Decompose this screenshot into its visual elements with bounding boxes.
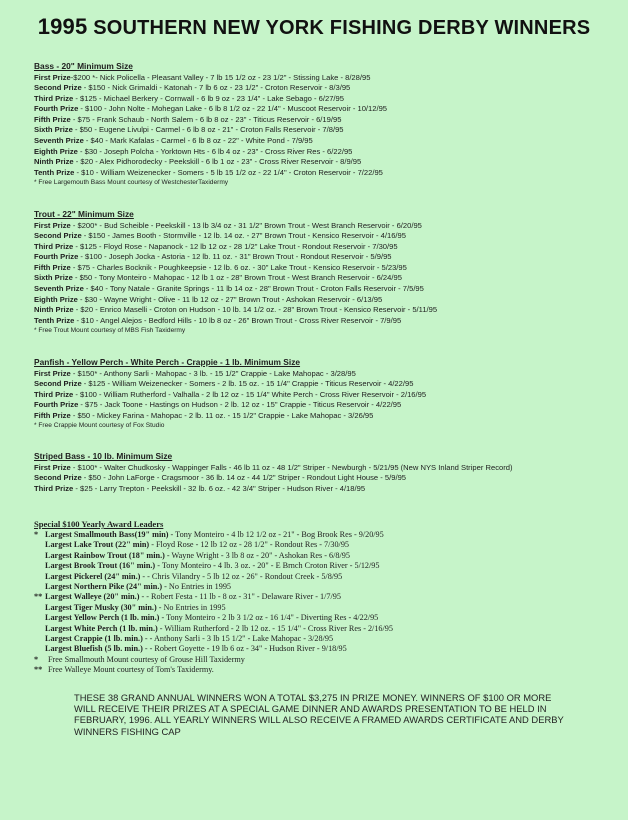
prize-row [34, 115, 624, 126]
prize-row [34, 295, 624, 306]
prize-row [34, 94, 624, 105]
prize-row [34, 157, 624, 168]
prize-details: - $25 - Larry Trepton - Peekskill - 32 lb. 6 oz. - 42 3/4" Striper - Hudson River - 4/18/95 [73, 483, 366, 493]
prize-label: Eighth Prize [34, 146, 78, 156]
prize-label: Fourth Prize [34, 104, 79, 114]
panfish-heading: Panfish - Yellow Perch - White Perch - Crappie - 1 lb. Minimum Size [34, 357, 301, 367]
award-details: - No Entries in 1995 [156, 602, 226, 612]
panfish-list [34, 369, 624, 422]
prize-label: First Prize [34, 368, 71, 378]
prize-details: - $50 - Tony Monteiro - Mahopac - 12 lb 1 oz - 28" Brown Trout - West Branch Reservoir - 6/24/95 [72, 273, 402, 283]
prize-details: - $50 - Mickey Farina - Mahopac - 2 lb. 11 oz. - 15 1/2" Crappie - Lake Mahopac - 3/26/95 [70, 410, 374, 420]
prize-label: Fifth Prize [34, 262, 71, 272]
trout-heading: Trout - 22" Minimum Size [34, 209, 134, 219]
prize-row [34, 242, 624, 253]
prize-details: - $75 - Frank Schaub - North Salem - 6 lb 8 oz - 23" - Titicus Reservoir - 6/19/95 [70, 114, 342, 124]
award-footnote [34, 655, 624, 665]
special-awards-section [34, 519, 624, 676]
striped-bass-section [34, 451, 624, 494]
prize-details: - $30 - Wayne Wright - Olive - 11 lb 12 oz - 27" Brown Trout - Ashokan Reservoir - 6/13/95 [77, 294, 383, 304]
prize-row [34, 473, 624, 484]
prize-row [34, 83, 624, 94]
page-title [0, 14, 628, 40]
prize-row [34, 147, 624, 158]
award-marker: * [34, 530, 39, 539]
prize-label: Third Prize [34, 241, 74, 251]
prize-details: - $50 - Eugene Livulpi - Carmel - 6 lb 8 oz - 21" - Croton Falls Reservoir - 7/8/95 [72, 125, 344, 135]
prize-details: - $30 - Joseph Polcha - Yorktown Hts - 6 lb 4 oz - 23" - Cross River Res - 6/22/95 [77, 146, 353, 156]
prize-row [34, 305, 624, 316]
prize-label: Ninth Prize [34, 305, 74, 315]
panfish-section [34, 357, 624, 430]
prize-row [34, 231, 624, 242]
trout-section [34, 209, 624, 335]
prize-row [34, 463, 624, 474]
prize-row [34, 168, 624, 179]
prize-row [34, 369, 624, 380]
prize-label: Third Prize [34, 93, 74, 103]
prize-label: Second Prize [34, 379, 82, 389]
award-row [34, 572, 624, 582]
prize-details: - $150 - James Booth - Stormville - 12 lb. 14 oz. - 27" Brown Trout - Kensico Reservoir - 4/16/95 [81, 231, 406, 241]
prize-details: -$200 *- Nick Policella - Pleasant Valley - 7 lb 15 1/2 oz - 23 1/2" - Stissing Lake - 8/28/95 [70, 72, 371, 82]
prize-row [34, 104, 624, 115]
prize-details: - $100 - John Nolte - Mohegan Lake - 6 lb 8 1/2 oz - 22 1/4" - Muscoot Reservoir - 10/12/95 [78, 104, 388, 114]
award-row [34, 644, 624, 654]
prize-details: - $125 - Michael Berkery - Cornwall - 6 lb 9 oz - 23 1/4" - Lake Sebago - 6/27/95 [73, 93, 344, 103]
award-row [34, 624, 624, 634]
prize-label: Second Prize [34, 231, 82, 241]
footnote-text: Free Smallmouth Mount courtesy of Grouse Hill Taxidermy [48, 654, 245, 664]
title-text: SOUTHERN NEW YORK FISHING DERBY WINNERS [93, 17, 591, 39]
prize-details: - $150* - Anthony Sarli - Mahopac - 3 lb. - 15 1/2" Crappie - Lake Mahopac - 3/28/95 [70, 368, 356, 378]
prize-row [34, 284, 624, 295]
award-details: - William Rutherford - 2 lb 12 oz. - 15 1/4" - Cross River Res - 2/16/95 [157, 623, 393, 633]
award-details: - - Anthony Sarli - 3 lb 15 1/2" - Lake Mahopac - 3/28/95 [142, 634, 334, 644]
award-row [34, 592, 624, 602]
award-row [34, 634, 624, 644]
footnote-text: Free Walleye Mount courtesy of Tom's Taxidermy. [48, 665, 214, 675]
prize-label: First Prize [34, 72, 71, 82]
prize-details: - $100 - Joseph Jocka - Astoria - 12 lb. 11 oz. - 31" Brown Trout - Rondout Reservoir - 5/9/95 [78, 252, 392, 262]
award-row [34, 540, 624, 550]
award-row [34, 603, 624, 613]
prize-label: Second Prize [34, 473, 82, 483]
award-category: Largest Walleye (20" min.) [45, 592, 140, 602]
prize-details: - $20 - Enrico Maselli - Croton on Hudson - 10 lb. 14 1/2 oz. - 28" Brown Trout - Kensico Reservoir - 5/11/95 [73, 305, 438, 315]
award-category: Largest White Perch (1 lb. min.) [45, 623, 158, 633]
prize-row [34, 125, 624, 136]
award-row [34, 582, 624, 592]
prize-details: - $40 - Mark Kafalas - Carmel - 6 lb 8 oz - 22" - White Pond - 7/9/95 [83, 136, 313, 146]
award-category: Largest Tiger Musky (30" min.) [45, 602, 157, 612]
prize-details: - $200* - Bud Scheible - Peekskill - 13 lb 3/4 oz - 31 1/2" Brown Trout - West Branch Reservoir - 6/20/95 [70, 220, 422, 230]
award-details: - - Chris Vilandry - 5 lb 12 oz - 26" - Rondout Creek - 5/8/95 [140, 571, 343, 581]
prize-row [34, 379, 624, 390]
prize-label: Eighth Prize [34, 294, 78, 304]
prize-row [34, 400, 624, 411]
trout-list [34, 221, 624, 327]
prize-row [34, 411, 624, 422]
award-details: - Floyd Rose - 12 lb 12 oz - 28 1/2" - Rondout Res - 7/30/95 [149, 540, 350, 550]
award-category: Largest Rainbow Trout (18" min.) [45, 550, 165, 560]
prize-details: - $125 - William Weizenecker - Somers - 2 lb. 15 oz. - 15 1/4" Crappie - Titicus Reservoir - 4/22/95 [81, 379, 414, 389]
prize-row [34, 73, 624, 84]
prize-label: Third Prize [34, 389, 74, 399]
award-category: Largest Yellow Perch (1 lb. min.) [45, 613, 160, 623]
prize-details: - $10 - William Weizenecker - Somers - 5 lb 15 1/2 oz - 22 1/4" - Croton Reservoir - 7/22/95 [74, 167, 383, 177]
prize-row [34, 273, 624, 284]
award-category: Largest Lake Trout (22" min) [45, 540, 150, 550]
title-year: 1995 [37, 14, 88, 39]
prize-label: Second Prize [34, 83, 82, 93]
prize-details: - $100* - Walter Chudkosky - Wappinger Falls - 46 lb 11 oz - 48 1/2" Striper - Newburgh - 5/21/95 (New NYS Inland Striper Record) [70, 462, 513, 472]
prize-details: - $50 - John LaForge - Cragsmoor - 36 lb. 14 oz - 44 1/2" Striper - Rondout Light House - 5/9/95 [81, 473, 407, 483]
award-row [34, 530, 624, 540]
award-details: - Wayne Wright - 3 lb 8 oz - 20" - Ashokan Res - 6/8/95 [164, 550, 350, 560]
striped-bass-heading: Striped Bass - 10 lb. Minimum Size [34, 451, 173, 461]
bass-note: * Free Largemouth Bass Mount courtesy of WestchesterTaxidermy [34, 179, 229, 187]
special-awards-heading: Special $100 Yearly Award Leaders [34, 519, 164, 529]
bass-heading: Bass - 20" Minimum Size [34, 61, 133, 71]
prize-details: - $125 - Floyd Rose - Napanock - 12 lb 12 oz - 28 1/2" Lake Trout - Rondout Reservoir - 7/30/95 [73, 241, 398, 251]
prize-label: Tenth Prize [34, 167, 75, 177]
prize-label: Fourth Prize [34, 252, 79, 262]
prize-details: - $75 - Jack Toone - Hastings on Hudson - 2 lb. 12 oz - 15" Crappie - Titicus Reservoir - 4/22/95 [78, 400, 402, 410]
award-category: Largest Crappie (1 lb. min.) [45, 634, 143, 644]
award-category: Largest Northern Pike (24" min.) [45, 582, 163, 592]
prize-row [34, 252, 624, 263]
prize-details: - $20 - Alex Pidhorodecky - Peekskill - 6 lb 1 oz - 23" - Cross River Reservoir - 8/9/95 [73, 157, 362, 167]
prize-label: Fourth Prize [34, 400, 79, 410]
prize-label: Ninth Prize [34, 157, 74, 167]
award-row [34, 613, 624, 623]
prize-label: Seventh Prize [34, 136, 84, 146]
prize-row [34, 263, 624, 274]
summary-paragraph: THESE 38 GRAND ANNUAL WINNERS WON A TOTAL $3,275 IN PRIZE MONEY. WINNERS OF $100 OR MORE WILL RECEIVE THEIR PRIZES AT A SPECIAL GAME DINNER AND AWARDS PRESENTATION TO BE HELD IN FEBRUARY, 1996. ALL YEARLY WINNERS WILL ALSO RECEIVE A FRAMED AWARDS CERTIFICATE AND DERBY WINNERS FISHING CAP [74, 692, 564, 737]
prize-label: Fifth Prize [34, 114, 71, 124]
bass-list [34, 73, 624, 179]
prize-row [34, 390, 624, 401]
prize-label: First Prize [34, 220, 71, 230]
special-awards-notes [34, 655, 624, 676]
award-category: Largest Smallmouth Bass(19" min) [45, 530, 169, 539]
prize-details: - $75 - Charles Bocknik - Poughkeepsie - 12 lb. 6 oz. - 30" Lake Trout - Kensico Reservoir - 5/23/95 [70, 262, 407, 272]
panfish-note: * Free Crappie Mount courtesy of Fox Studio [34, 422, 165, 430]
bass-section [34, 61, 624, 187]
award-row [34, 551, 624, 561]
award-details: - Tony Monteiro - 2 lb 3 1/2 oz - 16 1/4" - Diverting Res - 4/22/95 [159, 613, 379, 623]
prize-details: - $10 - Angel Alejos - Bedford Hills - 10 lb 8 oz - 26" Brown Trout - Cross River Reservoir - 7/9/95 [74, 315, 402, 325]
award-category: Largest Pickerel (24" min.) [45, 571, 141, 581]
footnote-marker: * [34, 654, 39, 664]
award-footnote [34, 665, 624, 675]
award-details: - Tony Monteiro - 4 lb. 3 oz. - 20" - E Brnch Croton River - 5/12/95 [155, 561, 380, 571]
prize-label: Sixth Prize [34, 125, 73, 135]
special-awards-list [34, 530, 624, 655]
prize-label: Sixth Prize [34, 273, 73, 283]
prize-details: - $40 - Tony Natale - Granite Springs - 11 lb 14 oz - 28" Brown Trout - Croton Falls Reservoir - 7/5/95 [83, 284, 424, 294]
prize-label: Seventh Prize [34, 284, 84, 294]
prize-row [34, 136, 624, 147]
prize-row [34, 484, 624, 495]
award-details: - - Robert Festa - 11 lb - 8 oz - 31" - Delaware River - 1/7/95 [139, 592, 341, 602]
striped-bass-list [34, 463, 624, 495]
award-details: - No Entries in 1995 [162, 582, 232, 592]
prize-row [34, 316, 624, 327]
award-details: - - Robert Goyette - 19 lb 6 oz - 34" - Hudson River - 9/18/95 [142, 644, 347, 654]
prize-details: - $150 - Nick Grimaldi - Katonah - 7 lb 6 oz - 23 1/2" - Croton Reservoir - 8/3/95 [81, 83, 351, 93]
award-details: - Tony Monteiro - 4 lb 12 1/2 oz - 21" - Bog Brook Res - 9/20/95 [168, 530, 384, 539]
prize-label: Tenth Prize [34, 315, 75, 325]
prize-label: Third Prize [34, 483, 74, 493]
award-category: Largest Brook Trout (16" min.) [45, 561, 156, 571]
prize-row [34, 221, 624, 232]
prize-label: First Prize [34, 462, 71, 472]
award-marker: ** [34, 592, 43, 602]
prize-label: Fifth Prize [34, 410, 71, 420]
award-row [34, 561, 624, 571]
award-category: Largest Bluefish (5 lb. min.) [45, 644, 143, 654]
trout-note: * Free Trout Mount courtesy of MBS Fish Taxidermy [34, 327, 186, 335]
prize-details: - $100 - William Rutherford - Valhalla - 2 lb 12 oz - 15 1/4" White Perch - Cross River Reservoir - 2/16/95 [73, 389, 427, 399]
footnote-marker: ** [34, 665, 43, 675]
